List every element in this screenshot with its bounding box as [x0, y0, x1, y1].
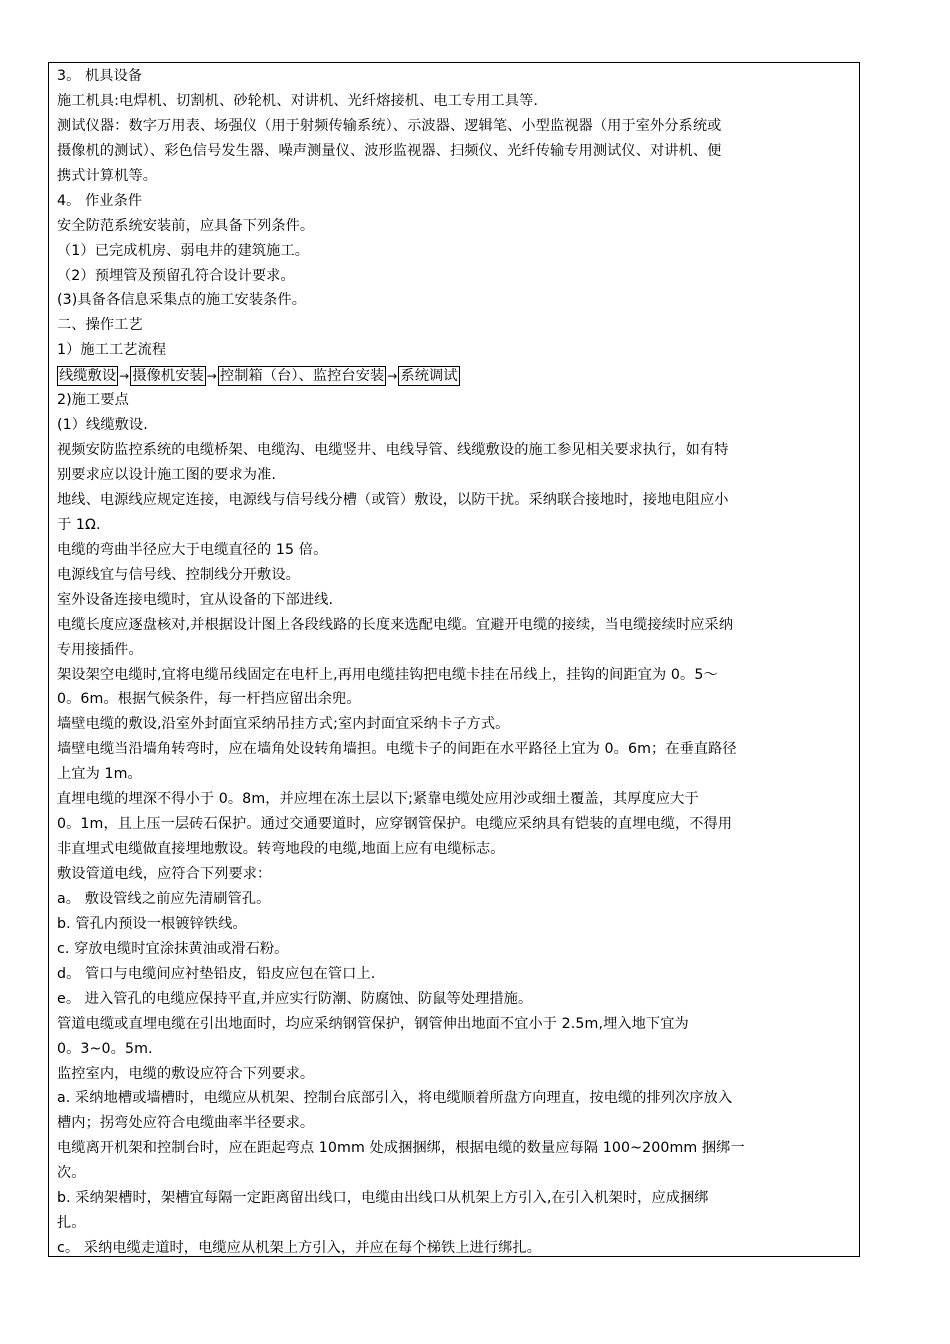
text-line: (1）线缆敷设.	[57, 417, 148, 434]
text-line: c. 穿放电缆时宜涂抹黄油或滑石粉。	[57, 940, 289, 957]
text-line: 于 1Ω.	[57, 516, 101, 533]
text-line: （2）预埋管及预留孔符合设计要求。	[57, 267, 295, 284]
text-line: 电源线宜与信号线、控制线分开敷设。	[57, 566, 300, 583]
text-line: d。 管口与电缆间应衬垫铅皮，铅皮应包在管口上.	[57, 965, 376, 982]
text-line: 架设架空电缆时,宜将电缆吊线固定在电杆上,再用电缆挂钩把电缆卡挂在吊线上，挂钩的间距宜为 0。5～	[57, 666, 718, 683]
text-line: 墙壁电缆当沿墙角转弯时，应在墙角处设转角墙担。电缆卡子的间距在水平路径上宜为 0。6m；在垂直路径	[57, 741, 737, 758]
text-line: 3。 机具设备	[57, 68, 143, 84]
text-line: 安全防范系统安装前，应具备下列条件。	[57, 217, 315, 234]
text-line: 电缆的弯曲半径应大于电缆直径的 15 倍。	[57, 541, 328, 558]
text-line: 次。	[57, 1165, 86, 1182]
text-line: 0。1m，且上压一层砖石保护。通过交通要道时，应穿钢管保护。电缆应采纳具有铠装的直埋电缆，不得用	[57, 816, 733, 833]
text-line: 监控室内，电缆的敷设应符合下列要求。	[57, 1065, 315, 1082]
text-line: 直埋电缆的埋深不得小于 0。8m，并应埋在冻土层以下;紧靠电缆处应用沙或细土覆盖，其厚度应大于	[57, 791, 699, 808]
text-line: 0。3~0。5m.	[57, 1040, 153, 1057]
text-line: b. 采纳架槽时，架槽宜每隔一定距离留出线口，电缆由出线口从机架上方引入,在引入机架时，应成捆绑	[57, 1190, 709, 1207]
section-construction-points	[57, 388, 853, 1261]
flow-arrow-icon: →	[206, 368, 217, 383]
text-line: 视频安防监控系统的电缆桥架、电缆沟、电缆竖井、电线导管、线缆敷设的施工参见相关要求执行，如有特	[57, 442, 729, 459]
text-line: a. 采纳地槽或墙槽时，电缆应从机架、控制台底部引入，将电缆顺着所盘方向理直，按电缆的排列次序放入	[57, 1090, 733, 1107]
process-flow	[57, 363, 853, 388]
text-line: 地线、电源线应规定连接，电源线与信号线分槽（或管）敷设，以防干扰。采纳联合接地时，接地电阻应小	[57, 491, 729, 508]
text-line: a。 敷设管线之前应先清刷管孔。	[57, 890, 271, 907]
text-line: 上宜为 1m。	[57, 766, 142, 783]
text-line: 4。 作业条件	[57, 192, 143, 209]
text-line: 携式计算机等。	[57, 167, 158, 184]
text-line: 墙壁电缆的敷设,沿室外封面宜采纳吊挂方式;室内封面宜采纳卡子方式。	[57, 716, 510, 733]
text-line: 别要求应以设计施工图的要求为准.	[57, 467, 276, 483]
flow-step-control: 控制箱（台）、监控台安装	[219, 367, 385, 384]
flow-step-debug: 系统调试	[400, 367, 458, 384]
text-line: 槽内；拐弯处应符合电缆曲率半径要求。	[57, 1115, 315, 1132]
text-line: b. 管孔内预设一根镀锌铁线。	[57, 915, 247, 932]
text-line: c。 采纳电缆走道时，电缆应从机架上方引入，并应在每个梯铁上进行绑扎。	[57, 1240, 541, 1257]
text-line: 0。6m。根据气候条件，每一杆挡应留出余兜。	[57, 691, 361, 708]
text-line: 非直埋式电缆做直接埋地敷设。转弯地段的电缆,地面上应有电缆标志。	[57, 841, 505, 858]
text-line: 摄像机的测试）、彩色信号发生器、噪声测量仪、波形监视器、扫频仪、光纤传输专用测试仪、对讲机、便	[57, 142, 722, 159]
text-line: 1）施工工艺流程	[57, 342, 167, 359]
text-line: (3)具备各信息采集点的施工安装条件。	[57, 292, 306, 309]
flow-step-camera: 摄像机安装	[132, 367, 204, 384]
text-line: 专用接插件。	[57, 641, 143, 658]
flow-arrow-icon: →	[387, 368, 398, 383]
text-line: 电缆长度应逐盘核对,并根据设计图上各段线路的长度来选配电缆。宜避开电缆的接续，当电缆接续时应采纳	[57, 616, 734, 633]
section-tools-conditions	[57, 64, 853, 363]
text-line: 电缆离开机架和控制台时，应在距起弯点 10mm 处成捆捆绑，根据电缆的数量应每隔 100~200mm 捆绑一	[57, 1140, 745, 1157]
flow-arrow-icon: →	[119, 368, 130, 383]
flow-step-cable: 线缆敷设	[59, 367, 117, 384]
text-line: 管道电缆或直埋电缆在引出地面时，均应采纳钢管保护，钢管伸出地面不宜小于 2.5m,埋入地下宜为	[57, 1015, 689, 1032]
text-line: 施工机具:电焊机、切割机、砂轮机、对讲机、光纤熔接机、电工专用工具等.	[57, 92, 538, 109]
document-body	[57, 64, 853, 1261]
text-line: 2)施工要点	[57, 392, 129, 409]
text-line: 测试仪器：数字万用表、场强仪（用于射频传输系统）、示波器、逻辑笔、小型监视器（用于室外分系统或	[57, 117, 722, 134]
text-line: 敷设管道电线，应符合下列要求：	[57, 866, 272, 882]
text-line: 二、操作工艺	[57, 317, 143, 334]
text-line: 室外设备连接电缆时，宜从设备的下部进线.	[57, 591, 334, 608]
text-line: 扎。	[57, 1215, 86, 1232]
text-line: （1）已完成机房、弱电井的建筑施工。	[57, 242, 310, 259]
text-line: e。 进入管孔的电缆应保持平直,并应实行防潮、防腐蚀、防鼠等处理措施。	[57, 990, 533, 1007]
